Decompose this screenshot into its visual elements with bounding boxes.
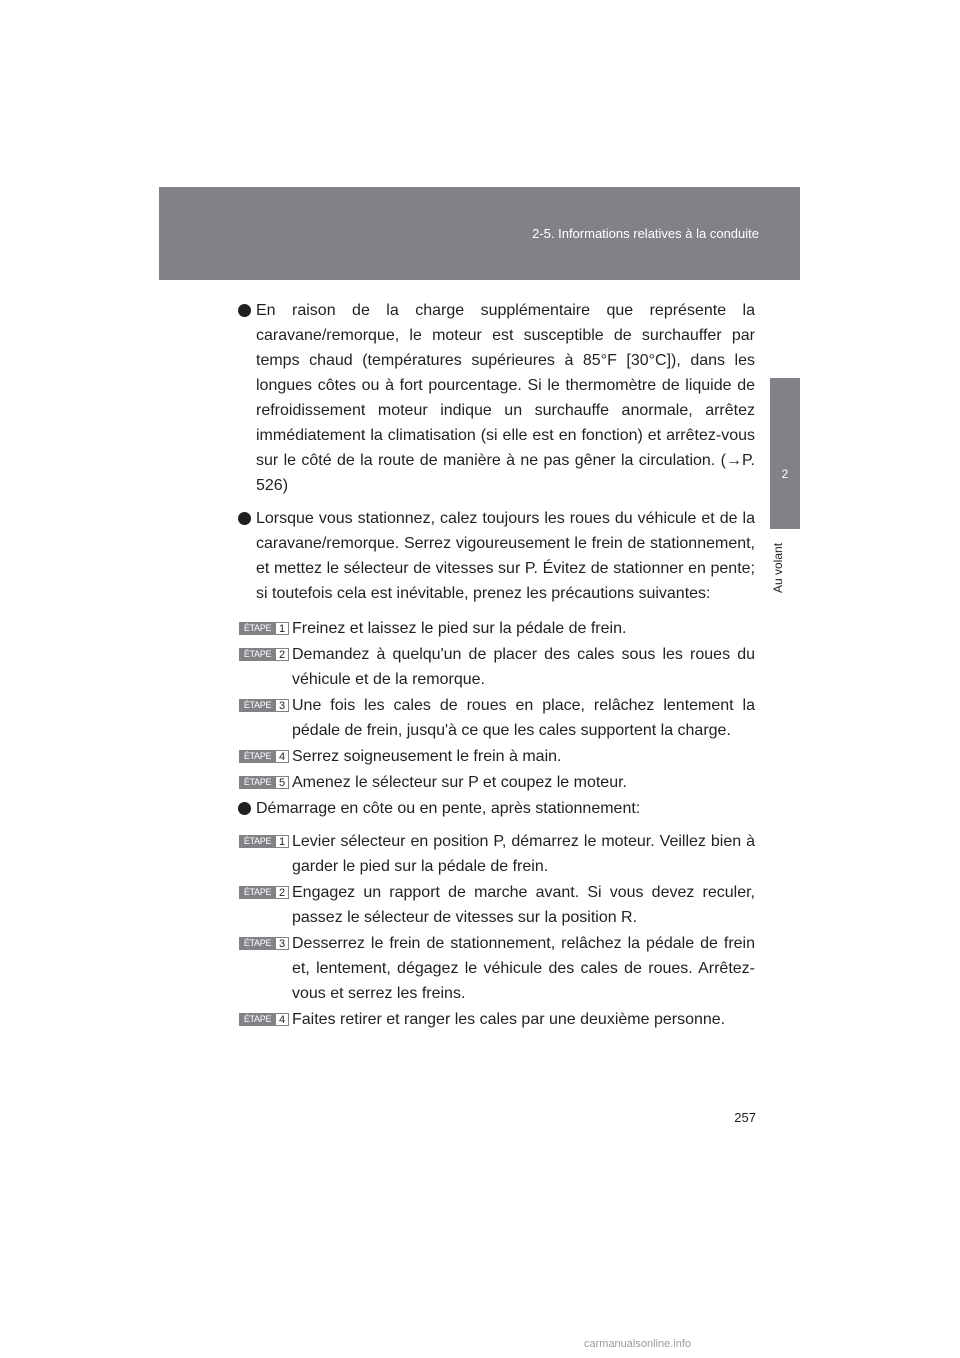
chapter-title: 2-5. Informations relatives à la conduite [532,226,759,241]
chapter-header [159,187,800,280]
chapter-tab-label: Au volant [771,542,785,594]
page-number: 257 [734,1110,756,1125]
step-item [238,744,755,769]
step-item [238,1007,755,1032]
hill-start-steps [238,829,755,1032]
step-badge: ÉTAPE 4 [239,750,290,763]
step-badge: ÉTAPE 1 [239,835,290,848]
page-content [238,298,755,1033]
step-text: Desserrez le frein de stationnement, relâchez la pédale de frein et, lentement, dégagez le véhicule des cales de roues. Arrêtez-vous et serrez les freins. [292,935,755,1002]
bullet-parking [238,506,755,606]
step-item [238,880,755,930]
bullet-dot-icon [238,802,251,815]
chapter-tab [770,378,800,529]
bullet-text: En raison de la charge supplémentaire que représente la caravane/remorque, le moteur est susceptible de surchauffer par temps chaud (températures supérieures à 85°F [30°C]), dans les longues côtes ou à fort pourcentage. Si le thermomètre de liquide de refroidissement moteur indique un surchauffe anormale, arrêtez immédiatement la climatisation (si elle est en fonction) et arrêtez-vous sur le côté de la route de manière à ne pas gêner la circulation. (→P. 526) [256,302,755,494]
step-badge: ÉTAPE 1 [239,622,290,635]
watermark: carmanualsonline.info [584,1338,692,1350]
step-text: Levier sélecteur en position P, démarrez le moteur. Veillez bien à garder le pied sur la pédale de frein. [292,833,755,875]
step-item [238,829,755,879]
parking-steps [238,616,755,795]
bullet-text: Lorsque vous stationnez, calez toujours les roues du véhicule et de la caravane/remorque. Serrez vigoureusement le frein de stationnement, et mettez le sélecteur de vitesses sur P. Évitez de stationner en pente; si toutefois cela est inévitable, prenez les précautions suivantes: [256,510,755,602]
step-item [238,931,755,1006]
step-badge: ÉTAPE 3 [239,937,290,950]
step-item [238,616,755,641]
step-text: Freinez et laissez le pied sur la pédale de frein. [292,620,627,637]
step-text: Faites retirer et ranger les cales par une deuxième personne. [292,1011,726,1028]
step-text: Serrez soigneusement le frein à main. [292,748,562,765]
bullet-text: Démarrage en côte ou en pente, après stationnement: [256,800,641,817]
bullet-hill-start [238,796,755,821]
bullet-dot-icon [238,304,251,317]
step-badge: ÉTAPE 5 [239,776,290,789]
step-badge: ÉTAPE 4 [239,1013,290,1026]
step-item [238,770,755,795]
step-item [238,693,755,743]
step-badge: ÉTAPE 2 [239,648,290,661]
step-item [238,642,755,692]
step-text: Une fois les cales de roues en place, relâchez lentement la pédale de frein, jusqu'à ce que les cales supportent la charge. [292,697,755,739]
step-badge: ÉTAPE 3 [239,699,290,712]
bullet-dot-icon [238,512,251,525]
step-text: Demandez à quelqu'un de placer des cales sous les roues du véhicule et de la remorque. [292,646,755,688]
step-text: Engagez un rapport de marche avant. Si vous devez reculer, passez le sélecteur de vitesses sur la position R. [292,884,755,926]
bullet-overheating [238,298,755,498]
step-text: Amenez le sélecteur sur P et coupez le moteur. [292,774,627,791]
chapter-tab-number: 2 [781,467,789,481]
step-badge: ÉTAPE 2 [239,886,290,899]
